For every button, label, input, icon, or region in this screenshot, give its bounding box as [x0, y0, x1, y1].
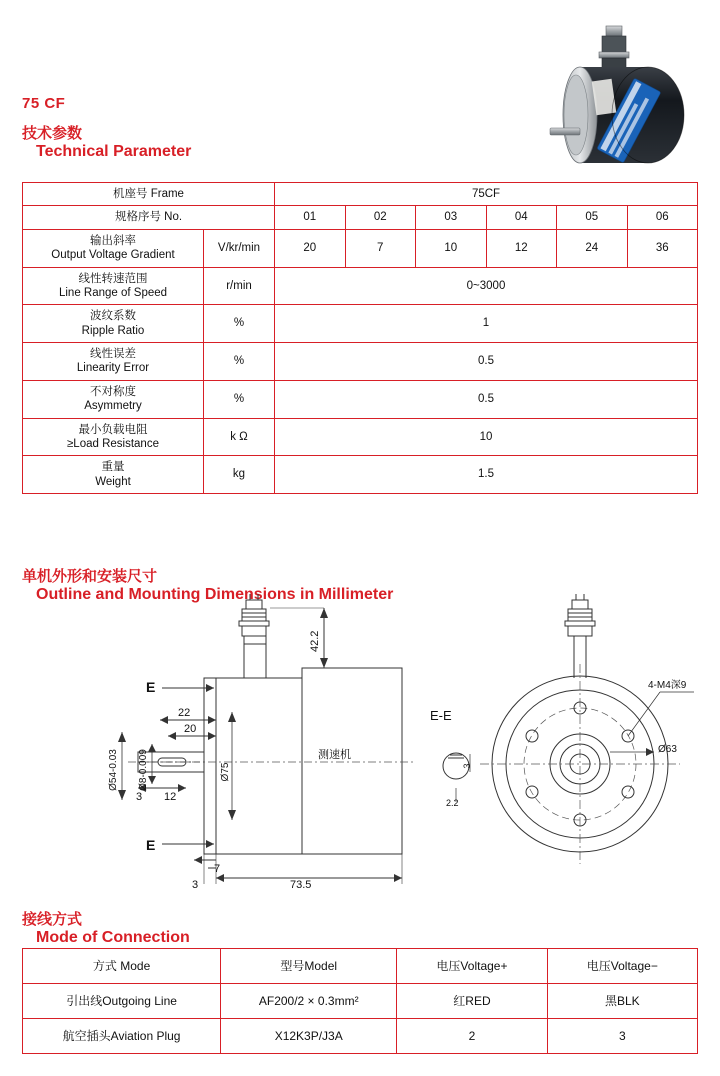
- conn-heading-en: Mode of Connection: [36, 929, 190, 946]
- row-value: 75CF: [275, 183, 698, 206]
- row-value: 0.5: [275, 343, 698, 381]
- row-unit: kg: [204, 456, 275, 494]
- row-label: [23, 305, 204, 343]
- row-label-cn: 波纹系数: [90, 310, 136, 323]
- row-label-en: Output Voltage Gradient: [51, 249, 175, 262]
- cell-voltage-minus: 黑BLK: [547, 984, 697, 1019]
- dia-54: Ø54-0.03: [108, 749, 119, 791]
- table-row: [23, 984, 698, 1019]
- row-label-cn: 输出斜率: [90, 234, 136, 247]
- table-row: [23, 206, 698, 229]
- label-e-e: E-E: [430, 708, 452, 723]
- row-label-cn: 线性转速范围: [78, 272, 148, 285]
- dia-8: Ø8-0.009: [138, 749, 149, 791]
- key-2-2: 2.2: [446, 798, 459, 808]
- row-value: 0.5: [275, 380, 698, 418]
- dim-3a: 3: [136, 791, 143, 803]
- row-label-en: Weight: [95, 475, 131, 488]
- row-label: [23, 229, 204, 267]
- cell-voltage-plus: 2: [397, 1019, 547, 1054]
- row-label: [23, 343, 204, 381]
- cell-mode: 引出线Outgoing Line: [23, 984, 221, 1019]
- key-3: 3: [462, 763, 472, 769]
- cell: 04: [486, 206, 557, 229]
- row-value: 10: [275, 418, 698, 456]
- holes-label: 4-M4深9: [648, 680, 687, 691]
- technical-parameter-heading: [22, 122, 191, 161]
- technical-drawing: [18, 592, 702, 892]
- row-label-en: Asymmetry: [84, 400, 142, 413]
- row-unit: r/min: [204, 267, 275, 305]
- dia-63: Ø63: [658, 744, 677, 755]
- table-row: [23, 183, 698, 206]
- row-unit: %: [204, 380, 275, 418]
- connection-table: [22, 948, 698, 1054]
- row-label-cn: 不对称度: [90, 385, 136, 398]
- cell-mode: 航空插头Aviation Plug: [23, 1019, 221, 1054]
- cell: 10: [416, 229, 487, 267]
- cell: 02: [345, 206, 416, 229]
- col-header-voltage-minus: 电压Voltage−: [547, 949, 697, 984]
- cell: 05: [557, 206, 628, 229]
- cell: 06: [627, 206, 698, 229]
- label-e-bottom: E: [146, 837, 156, 853]
- dim-3b: 3: [192, 879, 199, 891]
- row-label-cn: 重量: [101, 461, 125, 474]
- conn-heading-cn: 接线方式: [22, 911, 83, 928]
- table-row: [23, 1019, 698, 1054]
- table-row: [23, 229, 698, 267]
- cell-voltage-plus: 红RED: [397, 984, 547, 1019]
- row-label: 机座号 Frame: [23, 183, 275, 206]
- col-header-voltage-plus: 电压Voltage+: [397, 949, 547, 984]
- col-header-mode: 方式 Mode: [23, 949, 221, 984]
- cell-voltage-minus: 3: [547, 1019, 697, 1054]
- spec-table: [22, 182, 698, 494]
- table-row: [23, 418, 698, 456]
- product-photo: [536, 20, 696, 170]
- row-unit: %: [204, 343, 275, 381]
- table-row: [23, 456, 698, 494]
- row-label: [23, 456, 204, 494]
- dim-12: 12: [164, 791, 177, 803]
- heading-en: Technical Parameter: [36, 143, 192, 160]
- cell-model: AF200/2 × 0.3mm²: [221, 984, 397, 1019]
- cell: 03: [416, 206, 487, 229]
- dim-42-2: 42.2: [309, 630, 321, 652]
- mode-of-connection-heading: [22, 908, 190, 947]
- row-unit: k Ω: [204, 418, 275, 456]
- row-label-cn: 最小负载电阻: [78, 423, 148, 436]
- cell: 01: [275, 206, 346, 229]
- table-row: [23, 267, 698, 305]
- table-row: [23, 380, 698, 418]
- row-unit: V/kr/min: [204, 229, 275, 267]
- shaft-label-cn: 测速机: [318, 749, 351, 761]
- model-code: 75 CF: [22, 95, 66, 112]
- heading-cn: 技术参数: [22, 125, 83, 142]
- row-label: [23, 418, 204, 456]
- row-label-en: Ripple Ratio: [81, 324, 145, 337]
- dim-73-5: 73.5: [290, 879, 312, 891]
- dim-22: 22: [178, 707, 191, 719]
- table-header-row: [23, 949, 698, 984]
- row-label: [23, 380, 204, 418]
- row-value: 1: [275, 305, 698, 343]
- row-value: 1.5: [275, 456, 698, 494]
- table-row: [23, 305, 698, 343]
- cell: 12: [486, 229, 557, 267]
- row-label-cn: 线性误差: [90, 348, 136, 360]
- row-label: [23, 267, 204, 305]
- drawing-heading-en: Outline and Mounting Dimensions in Millimeter: [36, 586, 394, 603]
- title-block: [22, 95, 191, 161]
- row-label-en: Linearity Error: [76, 362, 150, 375]
- cell: 7: [345, 229, 416, 267]
- dim-7: 7: [214, 863, 221, 875]
- row-unit: %: [204, 305, 275, 343]
- col-header-model: 型号Model: [221, 949, 397, 984]
- table-row: [23, 343, 698, 381]
- drawing-heading-cn: 单机外形和安装尺寸: [22, 568, 158, 585]
- row-label-en: ≥Load Resistance: [67, 437, 159, 450]
- row-label: 规格序号 No.: [23, 206, 275, 229]
- dia-75: Ø75: [220, 762, 231, 782]
- row-value: 0~3000: [275, 267, 698, 305]
- cell: 24: [557, 229, 628, 267]
- cell: 20: [275, 229, 346, 267]
- cell: 36: [627, 229, 698, 267]
- row-label-en: Line Range of Speed: [58, 286, 168, 299]
- cell-model: X12K3P/J3A: [221, 1019, 397, 1054]
- dim-20: 20: [184, 723, 197, 735]
- label-e-top: E: [146, 679, 156, 695]
